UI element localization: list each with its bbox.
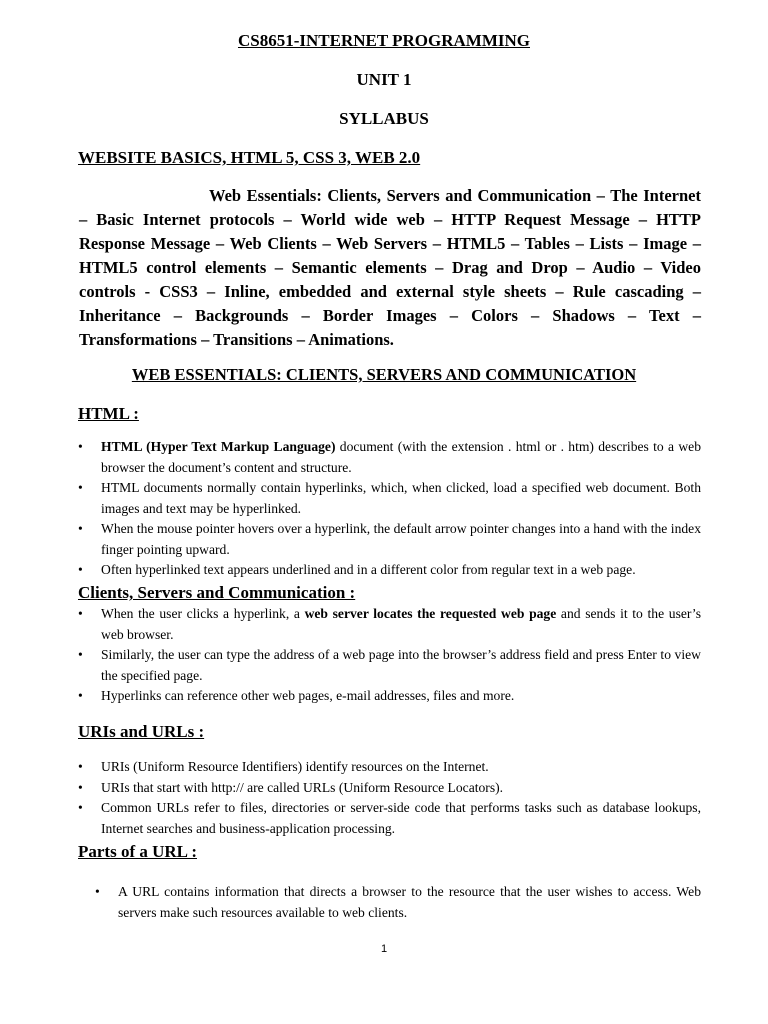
bullet-text: and sends it to the user’s web browser. (101, 606, 701, 642)
list-item (78, 478, 701, 519)
bullet-icon: • (95, 884, 100, 899)
list-item (78, 604, 701, 645)
parts-bullet-list (95, 882, 701, 923)
bullet-text: HTML documents normally contain hyperlinks, which, when clicked, load a specified web document. Both images and text may be hyperlinked. (101, 480, 701, 516)
syllabus-paragraph: Web Essentials: Clients, Servers and Communication – The Internet – Basic Internet protocols – World wide web – HTTP Request Message – HTTP Response Message – Web Clients – Web Servers – HTML5 – Tables – Lists – Image – HTML5 control elements – Semantic elements – Drag and Drop – Audio – Video controls - CSS3 – Inline, embedded and external style sheets – Rule cascading – Inheritance – Backgrounds – Border Images – Colors – Shadows – Text – Transformations – Transitions – Animations. (79, 186, 701, 349)
uri-heading: URIs and URLs : (78, 722, 205, 741)
course-title: CS8651-INTERNET PROGRAMMING (237, 31, 530, 50)
parts-heading: Parts of a URL : (78, 842, 197, 861)
bullet-icon: • (78, 606, 83, 621)
bullet-icon: • (78, 688, 83, 703)
bullet-icon: • (78, 439, 83, 454)
bullet-text: Common URLs refer to files, directories or server-side code that performs tasks such as database lookups, Internet searches and business-application processing. (101, 800, 701, 836)
list-item (78, 686, 701, 707)
bullet-icon: • (78, 521, 83, 536)
bullet-text: Hyperlinks can reference other web pages, e-mail addresses, files and more. (101, 688, 515, 703)
unit-heading: WEBSITE BASICS, HTML 5, CSS 3, WEB 2.0 (78, 148, 421, 167)
list-item (78, 519, 701, 560)
bullet-text: URIs that start with http:// are called URLs (Uniform Resource Locators). (101, 779, 504, 795)
bullet-icon: • (78, 759, 83, 774)
bullet-text: A URL contains information that directs a browser to the resource that the user wishes to access. Web servers make such resources available to web clients. (118, 884, 701, 920)
list-item (95, 882, 701, 923)
list-item (78, 437, 701, 478)
bullet-icon: • (78, 779, 83, 795)
bullet-text: URIs (Uniform Resource Identifiers) identify resources on the Internet. (101, 759, 489, 774)
syllabus-title: SYLLABUS (339, 109, 429, 128)
list-item (78, 778, 701, 799)
uri-bullet-list (78, 757, 701, 839)
clients-bullet-list (78, 604, 701, 707)
html-bullet-list (78, 437, 701, 581)
list-item (78, 798, 701, 839)
unit-title: UNIT 1 (356, 70, 412, 89)
html-heading: HTML : (78, 404, 139, 423)
bullet-text: document (with the extension . html or . htm) describes to a web browser the document’s content and structure. (101, 439, 701, 475)
bullet-text: Often hyperlinked text appears underlined and in a different color from regular text in a web page. (101, 562, 636, 577)
bullet-icon: • (78, 562, 83, 577)
page-number: 1 (380, 943, 388, 955)
clients-heading: Clients, Servers and Communication : (78, 583, 356, 602)
bullet-text: Similarly, the user can type the address of a web page into the browser’s address field and press Enter to view the specified page. (101, 647, 701, 683)
bullet-text: When the user clicks a hyperlink, a (101, 606, 305, 621)
bullet-icon: • (78, 800, 83, 815)
section-title: WEB ESSENTIALS: CLIENTS, SERVERS AND COMMUNICATION (131, 365, 637, 384)
list-item (78, 757, 701, 778)
list-item (78, 645, 701, 686)
bullet-text: When the mouse pointer hovers over a hyperlink, the default arrow pointer changes into a hand with the index finger pointing upward. (101, 521, 701, 557)
bullet-icon: • (78, 647, 83, 662)
bold-term: web server locates the requested web page (304, 606, 557, 621)
bold-term: HTML (Hyper Text Markup Language) (101, 439, 336, 454)
bullet-icon: • (78, 480, 83, 495)
list-item (78, 560, 701, 581)
